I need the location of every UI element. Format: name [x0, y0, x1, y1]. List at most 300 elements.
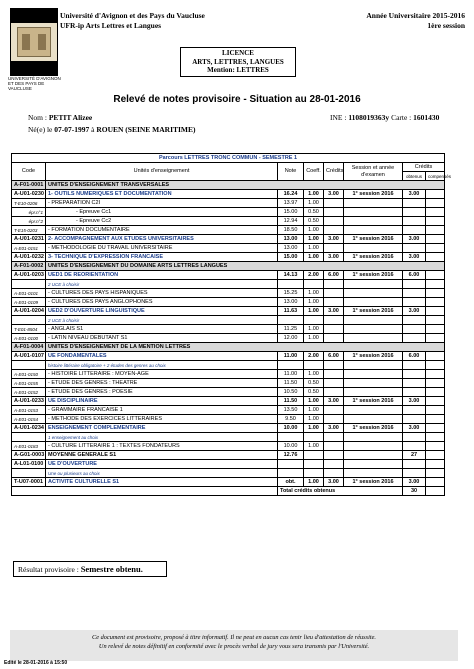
row-code: A-F01-0001	[12, 181, 46, 190]
empty-cell	[344, 199, 403, 208]
course-row	[12, 217, 445, 226]
ine-label: INE :	[330, 113, 349, 122]
unit-session: 1° session 2016	[344, 271, 403, 280]
logo-caption	[8, 76, 68, 91]
course-note: 11.50	[278, 379, 304, 388]
empty-cell	[426, 361, 445, 370]
col-credits: Crédits	[324, 163, 344, 181]
course-label: - ETUDE DES GENRES : THEATRE	[46, 379, 278, 388]
choice-note: histoire littéraire obligatoire + 2 études des genres au choix	[46, 361, 278, 370]
empty-cell	[403, 298, 426, 307]
student-name-line	[28, 113, 92, 123]
academic-year: Année Universitaire 2015-2016	[366, 11, 465, 20]
unit-session	[344, 460, 403, 469]
course-coeff: 1.00	[304, 334, 324, 343]
unit-session	[344, 451, 403, 460]
unit-coeff: 1.00	[304, 190, 324, 199]
course-note: 15.25	[278, 289, 304, 298]
empty-cell	[324, 280, 344, 289]
teaching-unit-row	[12, 460, 445, 469]
course-label: - CULTURES DES PAYS HISPANIQUES	[46, 289, 278, 298]
empty-cell	[426, 280, 445, 289]
unit-label: UE DISCIPLINAIRE	[46, 397, 278, 406]
course-row	[12, 244, 445, 253]
unit-label: ENSEIGNEMENT COMPLEMENTAIRE	[46, 424, 278, 433]
empty-cell	[426, 199, 445, 208]
student-ids-line	[330, 113, 439, 123]
course-label: - CULTURES DES PAYS ANGLOPHONES	[46, 298, 278, 307]
choice-note-row	[12, 469, 445, 478]
course-note: 10.00	[278, 442, 304, 451]
unit-credits	[324, 451, 344, 460]
course-note: 9.50	[278, 415, 304, 424]
empty-cell	[426, 379, 445, 388]
course-row	[12, 415, 445, 424]
empty-cell	[344, 244, 403, 253]
average-row	[12, 451, 445, 460]
empty-cell	[12, 487, 278, 496]
unit-note: 16.24	[278, 190, 304, 199]
empty-cell	[344, 325, 403, 334]
teaching-unit-row	[12, 397, 445, 406]
empty-cell	[344, 280, 403, 289]
course-coeff: 0.50	[304, 208, 324, 217]
course-row	[12, 298, 445, 307]
course-coeff: 1.00	[304, 244, 324, 253]
empty-cell	[278, 316, 304, 325]
born-label: Né(e) le	[28, 125, 55, 134]
col-note: Note	[278, 163, 304, 181]
course-label: - ANGLAIS S1	[46, 325, 278, 334]
course-row	[12, 442, 445, 451]
session-label: 1ère session	[427, 21, 465, 30]
unit-session: 1° session 2016	[344, 235, 403, 244]
empty-cell	[403, 379, 426, 388]
empty-cell	[426, 316, 445, 325]
unit-credits-obtained: 3.00	[403, 253, 426, 262]
row-code: A-U01-0233	[12, 397, 46, 406]
logo-caption-line: ET DES PAYS DE VAUCLUSE	[8, 81, 45, 91]
empty-cell	[344, 298, 403, 307]
row-code: A-F01-0004	[12, 343, 46, 352]
empty-cell	[324, 442, 344, 451]
course-row	[12, 325, 445, 334]
course-row	[12, 388, 445, 397]
choice-note: Une ou plusieurs au choix	[46, 469, 278, 478]
birth-date: 07-07-1997	[54, 125, 90, 134]
empty-cell	[344, 289, 403, 298]
section-row	[12, 181, 445, 190]
empty-cell	[426, 298, 445, 307]
row-code: A-E01-0150	[12, 370, 46, 379]
empty-cell	[344, 217, 403, 226]
row-code: A-E01-0183	[12, 442, 46, 451]
total-credits-value: 30	[403, 487, 426, 496]
unit-note: 10.00	[278, 424, 304, 433]
unit-credits-obtained	[403, 460, 426, 469]
course-label: - PREPARATION C2I	[46, 199, 278, 208]
course-note: 13.50	[278, 406, 304, 415]
course-label: - LATIN NIVEAU DEBUTANT S1	[46, 334, 278, 343]
unit-credits	[324, 460, 344, 469]
choice-note: 1 enseignement au choix	[46, 433, 278, 442]
course-note: 13.97	[278, 199, 304, 208]
course-label: - Epreuve Cc2	[46, 217, 278, 226]
degree-line: LICENCE	[222, 49, 254, 57]
course-note: 13.00	[278, 298, 304, 307]
course-coeff: 1.00	[304, 298, 324, 307]
course-label: - METHODOLOGIE DU TRAVAIL UNIVERSITAIRE	[46, 244, 278, 253]
course-row	[12, 370, 445, 379]
empty-cell	[324, 406, 344, 415]
university-name: Université d'Avignon et des Pays du Vaucluse	[60, 11, 205, 20]
total-credits-row	[12, 487, 445, 496]
unit-label: UE FONDAMENTALES	[46, 352, 278, 361]
empty-cell	[344, 208, 403, 217]
unit-label: 1- OUTILS NUMERIQUES ET DOCUMENTATION	[46, 190, 278, 199]
empty-cell	[278, 280, 304, 289]
disclaimer-box	[10, 630, 458, 661]
empty-cell	[344, 226, 403, 235]
unit-credits-obtained: 6.00	[403, 352, 426, 361]
unit-credits-compensated	[426, 253, 445, 262]
row-code: T-U07-0001	[12, 478, 46, 487]
empty-cell	[403, 433, 426, 442]
empty-cell	[344, 406, 403, 415]
empty-cell	[324, 334, 344, 343]
degree-line: ARTS, LETTRES, LANGUES	[192, 57, 284, 66]
teaching-unit-row	[12, 307, 445, 316]
col-coeff: Coeff.	[304, 163, 324, 181]
unit-session: 1° session 2016	[344, 190, 403, 199]
empty-cell	[426, 325, 445, 334]
unit-coeff: 1.00	[304, 235, 324, 244]
row-code: A-U01-0234	[12, 424, 46, 433]
total-credits-label: Total crédits obtenus	[278, 487, 403, 496]
unit-credits: 3.00	[324, 307, 344, 316]
empty-cell	[426, 226, 445, 235]
faculty-name: UFR-ip Arts Lettres et Langues	[60, 21, 162, 30]
col-compensated: compensés	[426, 172, 445, 181]
student-name: PETIT Alizee	[48, 113, 93, 122]
empty-cell	[426, 388, 445, 397]
course-note: 10.50	[278, 388, 304, 397]
empty-cell	[304, 280, 324, 289]
unit-session: 1° session 2016	[344, 307, 403, 316]
card-number: 1601430	[413, 113, 440, 122]
col-credits-group: Crédits	[403, 163, 445, 172]
degree-box	[180, 47, 296, 77]
course-note: 11.25	[278, 325, 304, 334]
row-code: A-U01-0204	[12, 307, 46, 316]
col-obtained: obtenus	[403, 172, 426, 181]
row-code	[12, 361, 46, 370]
unit-coeff: 2.00	[304, 271, 324, 280]
course-label: - HISTOIRE LITTERAIRE : MOYEN-AGE	[46, 370, 278, 379]
unit-coeff: 1.00	[304, 478, 324, 487]
unit-credits: 3.00	[324, 397, 344, 406]
empty-cell	[324, 469, 344, 478]
empty-cell	[426, 217, 445, 226]
unit-note	[278, 460, 304, 469]
empty-cell	[426, 208, 445, 217]
empty-cell	[403, 226, 426, 235]
empty-cell	[344, 379, 403, 388]
row-code: épr.n°1	[12, 208, 46, 217]
empty-cell	[304, 469, 324, 478]
unit-note: 14.13	[278, 271, 304, 280]
empty-cell	[324, 316, 344, 325]
course-coeff: 0.50	[304, 217, 324, 226]
logo-bottom-band	[11, 61, 57, 75]
born-at-label: à	[91, 125, 97, 134]
empty-cell	[324, 244, 344, 253]
empty-cell	[344, 433, 403, 442]
unit-credits-obtained: 3.00	[403, 424, 426, 433]
course-label: - GRAMMAIRE FRANCAISE 1	[46, 406, 278, 415]
empty-cell	[324, 289, 344, 298]
empty-cell	[324, 226, 344, 235]
empty-cell	[344, 334, 403, 343]
row-code: A-U01-0232	[12, 253, 46, 262]
unit-session: 1° session 2016	[344, 478, 403, 487]
unit-credits: 3.00	[324, 190, 344, 199]
empty-cell	[403, 469, 426, 478]
empty-cell	[403, 361, 426, 370]
row-code: T-E01-8504	[12, 325, 46, 334]
row-code: A-E01-0100	[12, 334, 46, 343]
unit-note: 13.00	[278, 235, 304, 244]
choice-note-row	[12, 361, 445, 370]
empty-cell	[426, 433, 445, 442]
empty-cell	[426, 289, 445, 298]
empty-cell	[324, 379, 344, 388]
unit-label: UED1 DE REORIENTATION	[46, 271, 278, 280]
unit-credits-compensated	[426, 397, 445, 406]
teaching-unit-row	[12, 235, 445, 244]
course-coeff: 1.00	[304, 442, 324, 451]
column-header-row	[12, 163, 445, 172]
section-row	[12, 343, 445, 352]
unit-note: 11.50	[278, 397, 304, 406]
empty-cell	[403, 388, 426, 397]
unit-coeff: 1.00	[304, 253, 324, 262]
section-label: UNITES D'ENSEIGNEMENT TRANSVERSALES	[46, 181, 445, 190]
unit-coeff: 1.00	[304, 424, 324, 433]
course-row	[12, 289, 445, 298]
row-code: A-F01-0002	[12, 262, 46, 271]
course-coeff: 1.00	[304, 289, 324, 298]
row-code	[12, 469, 46, 478]
empty-cell	[324, 199, 344, 208]
course-row	[12, 379, 445, 388]
unit-coeff: 1.00	[304, 307, 324, 316]
row-code: A-U01-0203	[12, 271, 46, 280]
choice-note: 2 UCE à choisir	[46, 316, 278, 325]
unit-coeff: 1.00	[304, 397, 324, 406]
empty-cell	[426, 406, 445, 415]
card-label: Carte :	[391, 113, 414, 122]
teaching-unit-row	[12, 352, 445, 361]
empty-cell	[304, 433, 324, 442]
course-note: 13.00	[278, 244, 304, 253]
empty-cell	[344, 370, 403, 379]
name-label: Nom :	[28, 113, 49, 122]
course-note: 12.94	[278, 217, 304, 226]
institution-header	[60, 11, 205, 31]
empty-cell	[426, 244, 445, 253]
empty-cell	[324, 388, 344, 397]
row-code: épr.n°2	[12, 217, 46, 226]
empty-cell	[403, 370, 426, 379]
course-coeff: 1.00	[304, 325, 324, 334]
unit-credits-compensated	[426, 307, 445, 316]
empty-cell	[324, 325, 344, 334]
row-code: A-E01-0152	[12, 388, 46, 397]
empty-cell	[324, 298, 344, 307]
course-row	[12, 406, 445, 415]
unit-session: 1° session 2016	[344, 352, 403, 361]
empty-cell	[324, 208, 344, 217]
empty-cell	[278, 361, 304, 370]
empty-cell	[344, 442, 403, 451]
unit-credits-obtained: 3.00	[403, 190, 426, 199]
empty-cell	[403, 325, 426, 334]
unit-label: 3- TECHNIQUE D'EXPRESSION FRANCAISE	[46, 253, 278, 262]
unit-credits-obtained: 3.00	[403, 478, 426, 487]
unit-credits: 6.00	[324, 271, 344, 280]
course-label: - FORMATION DOCUMENTAIRE	[46, 226, 278, 235]
report-title: Relevé de notes provisoire - Situation au 28-01-2016	[113, 94, 361, 105]
disclaimer-line: Un relevé de notes définitif en conformité avec le procès verbal de jury vous sera transmis par l'Université.	[98, 643, 370, 650]
course-label: - Epreuve Cc1	[46, 208, 278, 217]
unit-note: 11.63	[278, 307, 304, 316]
row-code: A-E01-0155	[12, 379, 46, 388]
course-coeff: 1.00	[304, 406, 324, 415]
row-code: A-L01-0100	[12, 460, 46, 469]
course-coeff: 1.00	[304, 370, 324, 379]
empty-cell	[344, 316, 403, 325]
course-coeff: 0.50	[304, 388, 324, 397]
teaching-unit-row	[12, 271, 445, 280]
empty-cell	[344, 361, 403, 370]
edit-date-footer: Edité le 28-01-2016 à 15:50	[4, 660, 68, 666]
row-code	[12, 433, 46, 442]
empty-cell	[324, 217, 344, 226]
unit-credits: 3.00	[324, 478, 344, 487]
row-code: A-U01-0107	[12, 352, 46, 361]
empty-cell	[403, 244, 426, 253]
result-label: Résultat provisoire :	[18, 565, 81, 574]
ine-number: 1108019363y	[348, 113, 390, 122]
row-code: A-G01-0003	[12, 451, 46, 460]
unit-credits: 3.00	[324, 235, 344, 244]
unit-note: 12.76	[278, 451, 304, 460]
logo-building-image	[17, 27, 51, 57]
unit-credits-obtained: 27	[403, 451, 426, 460]
col-unit: Unités d'enseignement	[46, 163, 278, 181]
unit-session: 1° session 2016	[344, 397, 403, 406]
empty-cell	[426, 442, 445, 451]
empty-cell	[304, 316, 324, 325]
unit-session: 1° session 2016	[344, 253, 403, 262]
empty-cell	[324, 370, 344, 379]
course-row	[12, 208, 445, 217]
logo-top-band	[11, 9, 57, 23]
row-code	[12, 280, 46, 289]
unit-credits-compensated	[426, 235, 445, 244]
academic-year-header	[300, 11, 465, 31]
row-code: A-E01-0154	[12, 415, 46, 424]
empty-cell	[344, 415, 403, 424]
course-label: - ETUDE DES GENRES : POESIE	[46, 388, 278, 397]
disclaimer-line: Ce document est provisoire, proposé à titre informatif. Il ne peut en aucun cas tenir lieu d'attestation de réussite.	[92, 634, 376, 641]
unit-credits-obtained: 3.00	[403, 307, 426, 316]
row-code: A-U01-0230	[12, 190, 46, 199]
unit-credits-compensated	[426, 451, 445, 460]
empty-cell	[426, 469, 445, 478]
empty-cell	[403, 316, 426, 325]
teaching-unit-row	[12, 253, 445, 262]
birthplace: ROUEN (SEINE MARITIME)	[96, 125, 196, 134]
unit-label: MOYENNE GENERALE S1	[46, 451, 278, 460]
result-value: Semestre obtenu.	[80, 564, 143, 574]
course-row	[12, 226, 445, 235]
empty-cell	[324, 361, 344, 370]
unit-credits-compensated	[426, 271, 445, 280]
teaching-unit-row	[12, 478, 445, 487]
empty-cell	[403, 289, 426, 298]
teaching-unit-row	[12, 424, 445, 433]
empty-cell	[403, 217, 426, 226]
unit-credits-obtained: 6.00	[403, 271, 426, 280]
unit-note: 15.00	[278, 253, 304, 262]
course-coeff: 1.00	[304, 415, 324, 424]
empty-cell	[403, 415, 426, 424]
row-code: A-E01-0151	[12, 244, 46, 253]
empty-cell	[324, 415, 344, 424]
grades-table	[11, 153, 452, 496]
col-code: Code	[12, 163, 46, 181]
unit-note: 11.00	[278, 352, 304, 361]
unit-credits-compensated	[426, 460, 445, 469]
section-label: UNITES D'ENSEIGNEMENT DE LA MENTION LETTRES	[46, 343, 445, 352]
unit-credits: 3.00	[324, 253, 344, 262]
row-code: A-E01-0153	[12, 406, 46, 415]
parcours-title: Parcours LETTRES TRONC COMMUN - SEMESTRE 1	[12, 154, 445, 163]
course-label: - METHODE DES EXERCICES LITTERAIRES	[46, 415, 278, 424]
course-row	[12, 334, 445, 343]
unit-credits-compensated	[426, 424, 445, 433]
row-code: A-U01-0231	[12, 235, 46, 244]
empty-cell	[426, 415, 445, 424]
empty-cell	[426, 487, 445, 496]
course-coeff: 0.50	[304, 379, 324, 388]
course-note: 15.00	[278, 208, 304, 217]
choice-note-row	[12, 433, 445, 442]
course-note: 12.00	[278, 334, 304, 343]
empty-cell	[344, 388, 403, 397]
choice-note-row	[12, 316, 445, 325]
empty-cell	[304, 361, 324, 370]
unit-credits-compensated	[426, 190, 445, 199]
row-code: T-E10-0206	[12, 199, 46, 208]
unit-credits-obtained: 3.00	[403, 235, 426, 244]
unit-label: 2- ACCOMPAGNEMENT AUX ETUDES UNIVERSITAIRES	[46, 235, 278, 244]
unit-coeff: 2.00	[304, 352, 324, 361]
course-label: - CULTURE LITTERAIRE 1 : TEXTES FONDATEURS	[46, 442, 278, 451]
row-code	[12, 316, 46, 325]
